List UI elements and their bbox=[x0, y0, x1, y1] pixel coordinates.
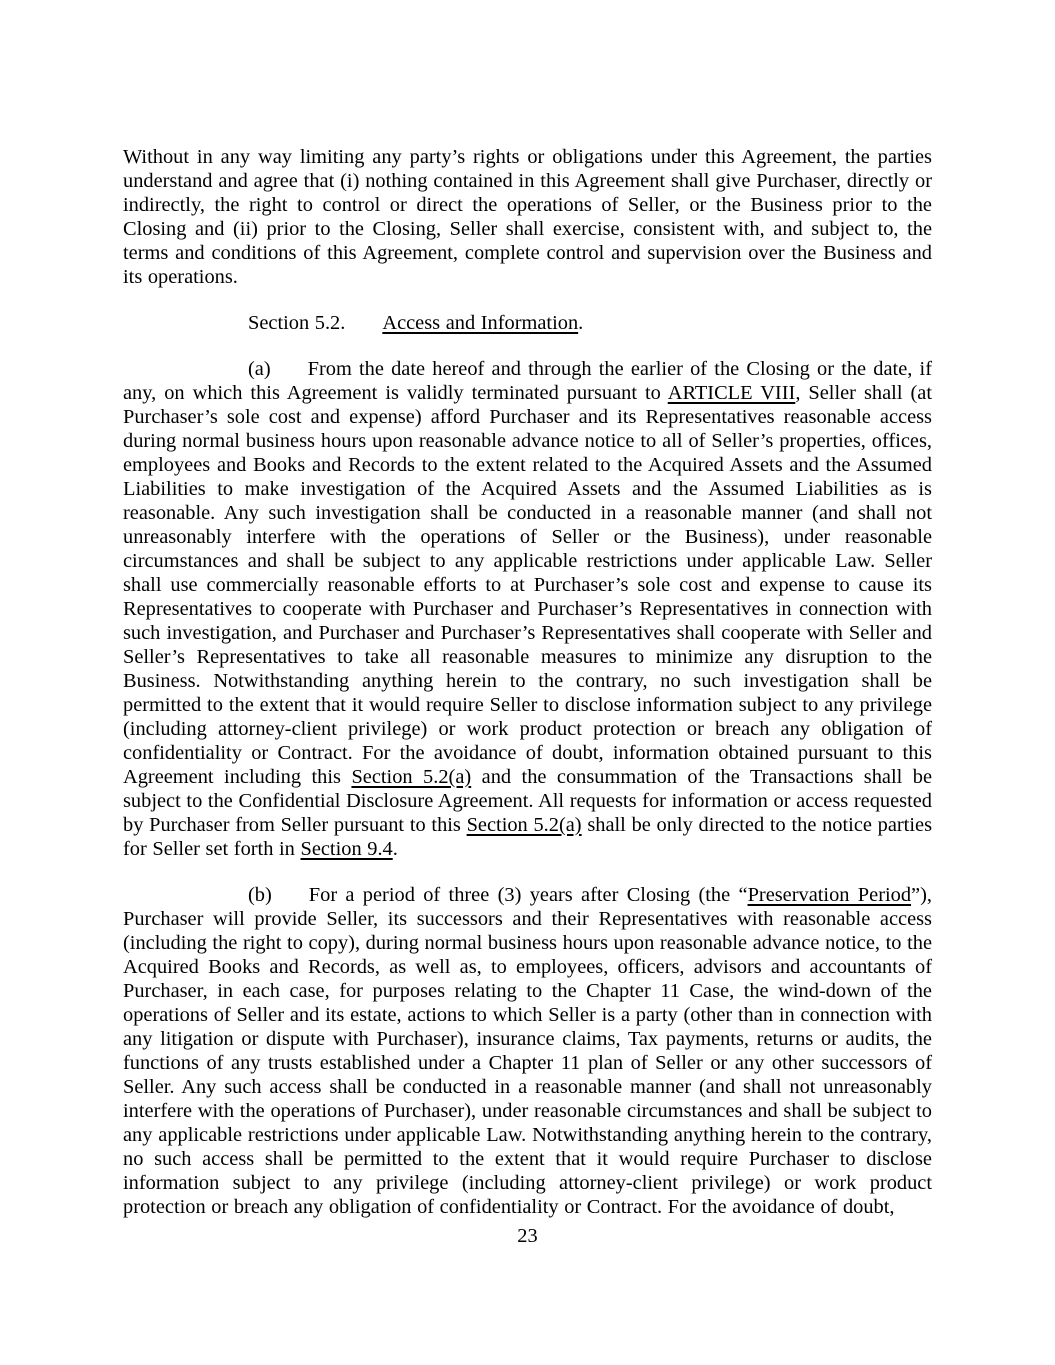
text-run: . bbox=[392, 838, 398, 860]
underlined-reference: ARTICLE VIII bbox=[667, 382, 796, 404]
underlined-reference: Section 5.2(a) bbox=[466, 814, 582, 836]
text-run: From the date hereof and through the earlier of the Closing or the date, if any, on which this Agreement is validly terminated pursuant to bbox=[123, 358, 932, 404]
text-run: shall be only directed to the notice parties for Seller set forth in bbox=[123, 814, 932, 860]
text-run: Section 5.2. bbox=[248, 312, 346, 334]
text-run: (a) bbox=[248, 358, 271, 380]
underlined-reference: Section 5.2(a) bbox=[351, 766, 472, 788]
underlined-reference: Preservation Period bbox=[747, 884, 912, 906]
section-5-2-heading bbox=[123, 311, 932, 335]
text-run: Without in any way limiting any party’s rights or obligations under this Agreement, the parties understand and agree that (i) nothing contained in this Agreement shall give Purchaser, directly or indirectly, the right to control or direct the operations of Seller, or the Business prior to the Closing and (ii) prior to the Closing, Seller shall exercise, consistent with, and subject to, the terms and conditions of this Agreement, complete control and supervision over the Business and its operations. bbox=[123, 146, 932, 288]
document-body bbox=[123, 145, 932, 1241]
text-run: , Seller shall (at Purchaser’s sole cost and expense) afford Purchaser and its Representatives reasonable access during normal business hours upon reasonable advance notice to all of Seller’s properties, offices, employees and Books and Records to the extent related to the Acquired Assets and the Assumed Liabilities to make investigation of the Acquired Assets and the Assumed Liabilities as is reasonable. Any such investigation shall be conducted in a reasonable manner (and shall not unreasonably interfere with the operations of Seller or the Business), under reasonable circumstances and shall be subject to any applicable restrictions under applicable Law. Seller shall use commercially reasonable efforts to at Purchaser’s sole cost and expense to cause its Representatives to cooperate with Purchaser and Purchaser’s Representatives in connection with such investigation, and Purchaser and Purchaser’s Representatives shall cooperate with Seller and Seller’s Representatives to take all reasonable measures to minimize any disruption to the Business. Notwithstanding anything herein to the contrary, no such investigation shall be permitted to the extent that it would require Seller to disclose information subject to any privilege (including attorney-client privilege) or work product protection or breach any obligation of confidentiality or Contract. For the avoidance of doubt, information obtained pursuant to this Agreement including this bbox=[123, 382, 932, 788]
paragraph-a bbox=[123, 357, 932, 861]
paragraph-b bbox=[123, 883, 932, 1219]
text-run: ”), Purchaser will provide Seller, its successors and their Representatives with reasonable access (including the right to copy), during normal business hours upon reasonable advance notice, to the Acquired Books and Records, as well as, to employees, officers, advisors and accountants of Purchaser, in each case, for purposes relating to the Chapter 11 Case, the wind-down of the operations of Seller and its estate, actions to which Seller is a party (other than in connection with any litigation or dispute with Purchaser), insurance claims, Tax payments, returns or audits, the functions of any trusts established under a Chapter 11 plan of Seller or any other successors of Seller. Any such access shall be conducted in a reasonable manner (and shall not unreasonably interfere with the operations of Purchaser), under reasonable circumstances and shall be subject to any applicable restrictions under applicable Law. Notwithstanding anything herein to the contrary, no such access shall be permitted to the extent that it would require Purchaser to disclose information subject to any privilege (including attorney-client privilege) or work product protection or breach any obligation of confidentiality or Contract. For the avoidance of doubt, bbox=[123, 884, 932, 1218]
text-run: For a period of three (3) years after Closing (the “ bbox=[308, 884, 748, 906]
text-run: . bbox=[578, 312, 584, 334]
underlined-reference: Section 9.4 bbox=[300, 838, 393, 860]
underlined-reference: Access and Information bbox=[382, 312, 579, 334]
page-number: 23 bbox=[517, 1225, 538, 1247]
continuation-paragraph bbox=[123, 145, 932, 289]
text-run: (b) bbox=[248, 884, 272, 906]
text-run: and the consummation of the Transactions shall be subject to the Confidential Disclosure Agreement. All requests for information or access requested by Purchaser from Seller pursuant to this bbox=[123, 766, 932, 836]
